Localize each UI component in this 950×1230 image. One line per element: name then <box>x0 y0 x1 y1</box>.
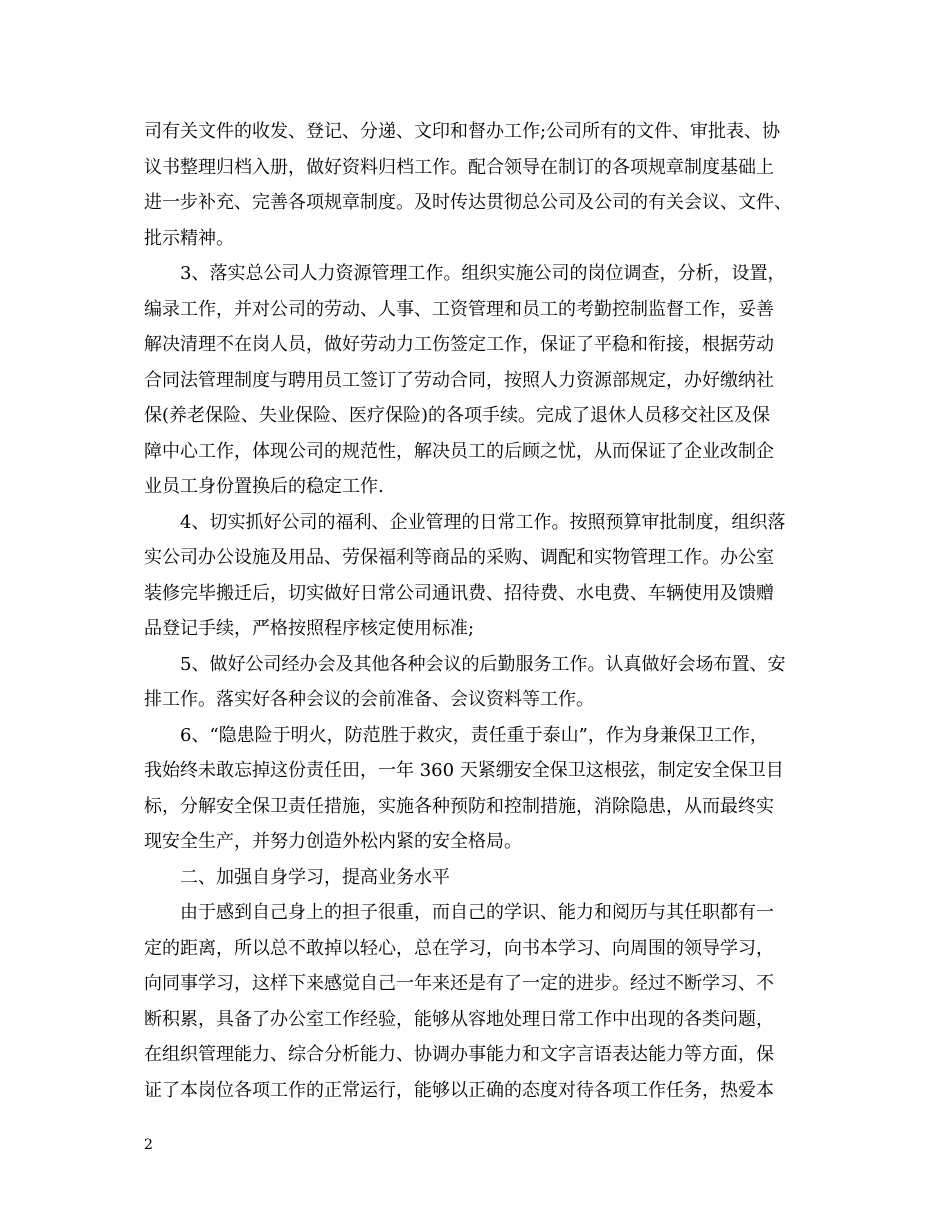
document-body <box>144 114 824 1108</box>
text-line: 批示精神。 <box>144 227 234 249</box>
text-line: 向同事学习，这样下来感觉自己一年来还是有了一定的进步。经过不断学习、不 <box>144 973 774 994</box>
text-line: 障中心工作，体现公司的规范性，解决员工的后顾之忧，从而保证了企业改制企 <box>144 440 774 462</box>
text-line: 5、做好公司经办会及其他各种会议的后勤服务工作。认真做好会场布置、安 <box>180 653 786 675</box>
text-line: 业员工身份置换后的稳定工作. <box>144 476 384 497</box>
text-line: 断积累，具备了办公室工作经验，能够从容地处理日常工作中出现的各类问题， <box>144 1008 774 1030</box>
text-line: 由于感到自己身上的担子很重，而自己的学识、能力和阅历与其任职都有一 <box>180 902 774 923</box>
page-number: 2 <box>144 1137 153 1153</box>
text-line: 定的距离，所以总不敢掉以轻心，总在学习，向书本学习、向周围的领导学习， <box>144 937 774 959</box>
text-line: 在组织管理能力、综合分析能力、协调办事能力和文字言语表达能力等方面，保 <box>144 1044 774 1065</box>
text-line: 编录工作，并对公司的劳动、人事、工资管理和员工的考勤控制监督工作，妥善 <box>144 298 774 320</box>
text-line: 进一步补充、完善各项规章制度。及时传达贯彻总公司及公司的有关会议、文件、 <box>144 192 792 213</box>
text-line: 标，分解安全保卫责任措施，实施各种预防和控制措施，消除隐患，从而最终实 <box>144 795 774 817</box>
text-line: 3、落实总公司人力资源管理工作。组织实施公司的岗位调查，分析，设置， <box>180 263 786 284</box>
text-line: 二、加强自身学习，提高业务水平 <box>180 866 450 888</box>
text-line: 保(养老保险、失业保险、医疗保险)的各项手续。完成了退休人员移交社区及保 <box>144 405 771 426</box>
text-line: 合同法管理制度与聘用员工签订了劳动合同，按照人力资源部规定，办好缴纳社 <box>144 369 774 391</box>
text-line: 司有关文件的收发、登记、分递、文印和督办工作;公司所有的文件、审批表、协 <box>144 121 781 142</box>
text-line: 4、切实抓好公司的福利、企业管理的日常工作。按照预算审批制度，组织落 <box>180 511 786 533</box>
text-line: 证了本岗位各项工作的正常运行，能够以正确的态度对待各项工作任务，热爱本 <box>144 1079 774 1101</box>
text-line: 我始终未敢忘掉这份责任田，一年 360 天紧绷安全保卫这根弦，制定安全保卫目 <box>144 760 784 781</box>
text-line: 议书整理归档入册，做好资料归档工作。配合领导在制订的各项规章制度基础上 <box>144 156 774 178</box>
text-line: 6、“隐患险于明火，防范胜于救灾，责任重于泰山”，作为身兼保卫工作， <box>180 724 768 746</box>
text-line: 现安全生产，并努力创造外松内紧的安全格局。 <box>144 831 522 852</box>
text-line: 排工作。落实好各种会议的会前准备、会议资料等工作。 <box>144 689 594 710</box>
text-line: 品登记手续，严格按照程序核定使用标准; <box>144 618 475 639</box>
text-line: 解决清理不在岗人员，做好劳动力工伤签定工作，保证了平稳和衔接，根据劳动 <box>144 334 774 355</box>
text-line: 实公司办公设施及用品、劳保福利等商品的采购、调配和实物管理工作。办公室 <box>144 547 774 568</box>
text-line: 装修完毕搬迁后，切实做好日常公司通讯费、招待费、水电费、车辆使用及馈赠 <box>144 582 774 604</box>
